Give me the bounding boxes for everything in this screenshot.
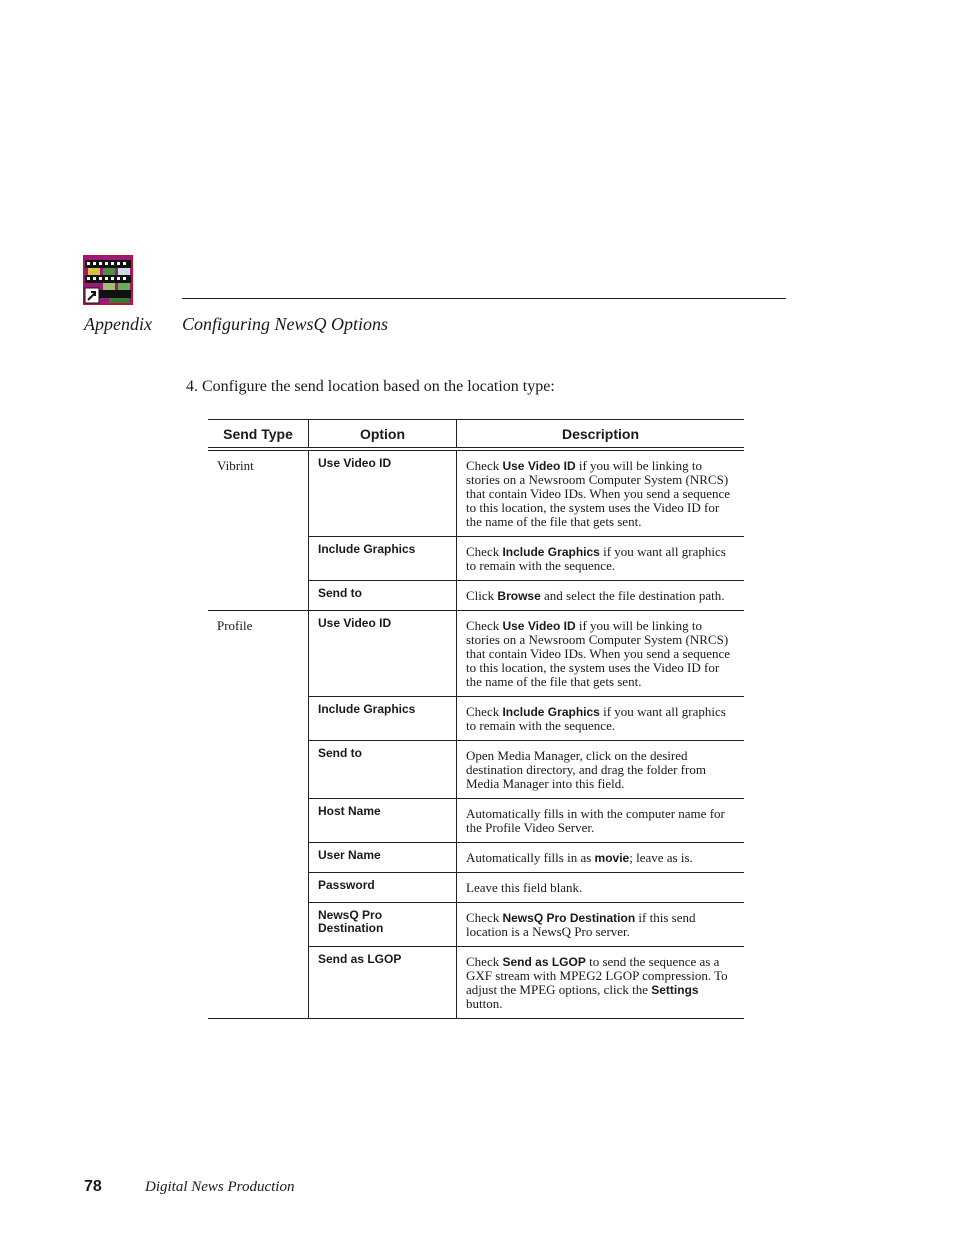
description-cell — [457, 697, 745, 741]
column-header-description: Description — [457, 420, 745, 450]
description-keyword: Use Video ID — [502, 459, 576, 473]
description-text: Check — [466, 910, 503, 925]
option-cell: Password — [309, 873, 457, 903]
description-cell — [457, 903, 745, 947]
description-cell — [457, 611, 745, 697]
description-keyword: Include Graphics — [502, 705, 600, 719]
chapter-label: Appendix — [84, 314, 152, 334]
description-text: Leave this field blank. — [466, 880, 583, 895]
page-number: 78 — [84, 1178, 102, 1195]
column-header-send-type: Send Type — [208, 420, 309, 450]
description-cell — [457, 843, 745, 873]
description-text: if you want all graphics to remain with the sequence. — [466, 544, 726, 573]
description-keyword: movie — [594, 851, 630, 865]
option-cell: Send to — [309, 581, 457, 611]
description-keyword: Include Graphics — [502, 545, 600, 559]
option-cell: User Name — [309, 843, 457, 873]
description-text: if you want all graphics to remain with the sequence. — [466, 704, 726, 733]
description-text: if you will be linking to stories on a Newsroom Computer System (NRCS) that contain Video IDs. When you send a sequence to this location, the system uses the Video ID for the name of the file that gets sent. — [466, 458, 731, 529]
option-cell: Include Graphics — [309, 537, 457, 581]
send-type-cell: Vibrint — [208, 449, 309, 611]
description-cell — [457, 873, 745, 903]
column-header-option: Option — [309, 420, 457, 450]
send-location-options-table — [208, 419, 744, 1019]
option-cell: Host Name — [309, 799, 457, 843]
option-cell: Send to — [309, 741, 457, 799]
description-keyword: NewsQ Pro Destination — [502, 911, 636, 925]
description-cell — [457, 537, 745, 581]
table-row — [208, 449, 744, 537]
description-cell — [457, 947, 745, 1019]
option-cell: Use Video ID — [309, 611, 457, 697]
table-row — [208, 611, 744, 697]
description-text: if this send location is a NewsQ Pro server. — [466, 910, 696, 939]
table-header-row — [208, 420, 744, 450]
description-cell — [457, 799, 745, 843]
description-cell — [457, 741, 745, 799]
description-text: to send the sequence as a GXF stream with MPEG2 LGOP compression. To adjust the MPEG options, click the — [466, 954, 728, 997]
book-title: Digital News Production — [145, 1179, 295, 1195]
option-cell: Use Video ID — [309, 449, 457, 537]
option-cell: NewsQ Pro Destination — [309, 903, 457, 947]
description-keyword: Send as LGOP — [502, 955, 586, 969]
description-text: Automatically fills in with the computer name for the Profile Video Server. — [466, 806, 725, 835]
description-text: Check — [466, 954, 503, 969]
header-rule — [182, 298, 786, 299]
description-keyword: Settings — [651, 983, 699, 997]
description-text: Click — [466, 588, 498, 603]
newsq-application-icon — [83, 255, 133, 305]
description-cell — [457, 449, 745, 537]
description-text: ; leave as is. — [629, 850, 693, 865]
option-cell: Include Graphics — [309, 697, 457, 741]
page-title: Configuring NewsQ Options — [182, 314, 389, 334]
step-instruction: 4. Configure the send location based on the location type: — [186, 378, 555, 395]
option-cell: Send as LGOP — [309, 947, 457, 1019]
description-text: Check — [466, 458, 503, 473]
description-text: Check — [466, 704, 503, 719]
description-text: Check — [466, 618, 503, 633]
description-keyword: Browse — [497, 589, 541, 603]
description-text: button. — [466, 996, 503, 1011]
description-text: if you will be linking to stories on a Newsroom Computer System (NRCS) that contain Video IDs. When you send a sequence to this location, the system uses the Video ID for the name of the file that gets sent. — [466, 618, 731, 689]
description-text: Automatically fills in as — [466, 850, 595, 865]
description-cell — [457, 581, 745, 611]
send-type-cell: Profile — [208, 611, 309, 1019]
description-text: Check — [466, 544, 503, 559]
description-keyword: Use Video ID — [502, 619, 576, 633]
description-text: and select the file destination path. — [540, 588, 725, 603]
description-text: Open Media Manager, click on the desired destination directory, and drag the folder from Media Manager into this field. — [466, 748, 706, 791]
